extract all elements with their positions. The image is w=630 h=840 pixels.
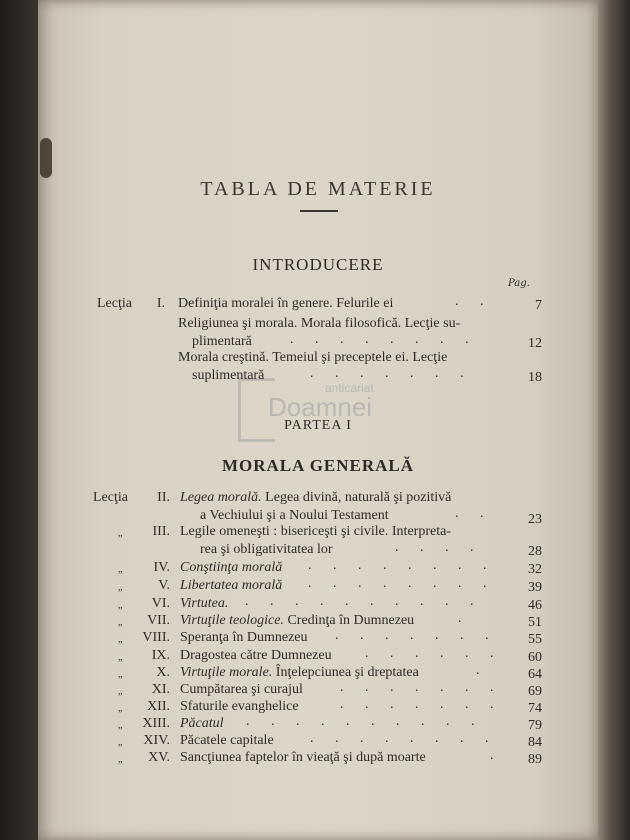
leader-dots: . . . . . . . . bbox=[290, 332, 478, 347]
ditto-mark: „ bbox=[118, 564, 123, 575]
lesson-number: IV. bbox=[153, 560, 170, 575]
lesson-number: XIII. bbox=[142, 716, 170, 731]
toc-entry-title bbox=[180, 665, 419, 681]
toc-entry-continuation: suplimentară bbox=[192, 368, 265, 383]
toc-page-number: 69 bbox=[528, 684, 542, 699]
ditto-mark: „ bbox=[118, 669, 123, 680]
ditto-mark: „ bbox=[118, 528, 123, 539]
ditto-mark: „ bbox=[118, 652, 123, 663]
lesson-number: VIII. bbox=[142, 630, 170, 645]
toc-page-number: 12 bbox=[528, 336, 542, 351]
toc-entry-continuation: plimentară bbox=[192, 334, 252, 349]
lesson-number: XII. bbox=[147, 699, 170, 714]
toc-page-number: 84 bbox=[528, 735, 542, 750]
lesson-number: I. bbox=[156, 296, 165, 311]
intro-heading: INTRODUCERE bbox=[252, 255, 384, 274]
toc-entry-title: Libertatea morală bbox=[180, 578, 283, 593]
leader-dots: . . . . . . . . bbox=[308, 576, 496, 591]
toc-page-number: 74 bbox=[528, 701, 542, 716]
page-title: TABLA DE MATERIE bbox=[200, 178, 436, 200]
title-divider bbox=[300, 210, 338, 212]
leader-dots: . bbox=[490, 748, 503, 763]
toc-entry-title: Dragostea către Dumnezeu bbox=[180, 648, 332, 663]
leader-dots: . . . . . . bbox=[365, 646, 503, 661]
book-edge bbox=[598, 0, 630, 840]
ditto-mark: „ bbox=[118, 754, 123, 765]
page-column-label: Pag. bbox=[508, 278, 530, 289]
toc-page-number: 18 bbox=[528, 370, 542, 385]
toc-entry-title: Sfaturile evanghelice bbox=[180, 699, 299, 714]
toc-page-number: 51 bbox=[528, 615, 542, 630]
lesson-number: IX. bbox=[151, 648, 170, 663]
leader-dots: . . . . . . . . bbox=[310, 731, 498, 746]
toc-entry-title: Conştiinţa morală bbox=[180, 560, 283, 575]
lectia-label: Lecţia bbox=[97, 296, 132, 311]
leader-dots: . bbox=[476, 663, 489, 678]
toc-page-number: 89 bbox=[528, 752, 542, 767]
ditto-mark: „ bbox=[118, 686, 123, 697]
part-subheading: MORALA GENERALĂ bbox=[221, 456, 415, 475]
toc-page-number: 46 bbox=[528, 598, 542, 613]
watermark-brand: Doamnei bbox=[268, 392, 373, 422]
toc-entry-title: Legile omeneşti : bisericeşti şi civile. Interpreta- bbox=[180, 524, 451, 539]
toc-entry-title: Religiunea şi morala. Morala filosofică. Lecţie su- bbox=[178, 316, 461, 331]
leader-dots: . . . . . . . . . . bbox=[246, 714, 484, 729]
toc-page-number: 79 bbox=[528, 718, 542, 733]
toc-entry-title bbox=[180, 490, 451, 506]
toc-entry-title: Morala creştină. Temeiul şi preceptele ei. Lecţie bbox=[178, 350, 448, 365]
toc-page-number: 55 bbox=[528, 632, 542, 647]
toc-page-number: 39 bbox=[528, 580, 542, 595]
leader-dots: . . bbox=[455, 294, 493, 309]
toc-entry-rest: Înţelepciunea şi dreptatea bbox=[272, 665, 419, 680]
toc-page-number: 23 bbox=[528, 512, 542, 527]
leader-dots: . . . . bbox=[395, 540, 483, 555]
leader-dots: . . . . . . . bbox=[310, 366, 473, 381]
lesson-number: VII. bbox=[147, 613, 170, 628]
toc-page-number: 32 bbox=[528, 562, 542, 577]
leader-dots: . . . . . . . bbox=[340, 697, 503, 712]
ditto-mark: „ bbox=[118, 703, 123, 714]
toc-entry-title: Definiţia moralei în genere. Felurile ei bbox=[178, 296, 394, 311]
leader-dots: . . . . . . . . . . bbox=[245, 594, 483, 609]
lesson-number: XV. bbox=[148, 750, 170, 765]
page-stain bbox=[40, 138, 52, 178]
toc-page-number: 7 bbox=[535, 298, 542, 313]
toc-page-number: 64 bbox=[528, 667, 542, 682]
leader-dots: . . . . . . . bbox=[335, 628, 498, 643]
lesson-number: VI. bbox=[151, 596, 170, 611]
lesson-number: XIV. bbox=[143, 733, 170, 748]
leader-dots: . . . . . . . . bbox=[308, 558, 496, 573]
toc-entry-title: Păcatele capitale bbox=[180, 733, 274, 748]
toc-entry-italic: Virtuţile teologice. bbox=[180, 613, 284, 628]
toc-page-number: 60 bbox=[528, 650, 542, 665]
toc-page-number: 28 bbox=[528, 544, 542, 559]
lesson-number: V. bbox=[158, 578, 170, 593]
lesson-number: III. bbox=[152, 524, 170, 539]
lesson-number: X. bbox=[156, 665, 170, 680]
ditto-mark: „ bbox=[118, 737, 123, 748]
ditto-mark: „ bbox=[118, 617, 123, 628]
ditto-mark: „ bbox=[118, 582, 123, 593]
toc-entry-italic: Virtuţile morale. bbox=[180, 665, 273, 680]
toc-entry-continuation: a Vechiului şi a Noului Testament bbox=[200, 508, 389, 523]
part-heading: PARTEA I bbox=[284, 418, 352, 433]
ditto-mark: „ bbox=[118, 720, 123, 731]
lesson-number: XI. bbox=[151, 682, 170, 697]
leader-dots: . . . . . . . bbox=[340, 680, 503, 695]
toc-entry-title: Păcatul bbox=[180, 716, 224, 731]
toc-entry-title: Cumpătarea şi curajul bbox=[180, 682, 303, 697]
ditto-mark: „ bbox=[118, 600, 123, 611]
lectia-label: Lecţia bbox=[93, 490, 128, 505]
toc-entry-title: Sancţiunea faptelor în vieaţă şi după moarte bbox=[180, 750, 426, 765]
toc-entry-continuation: rea şi obligativitatea lor bbox=[200, 542, 333, 557]
toc-entry-title: Virtutea. bbox=[180, 596, 229, 611]
book-spine-shadow bbox=[0, 0, 38, 840]
lesson-number: II. bbox=[157, 490, 170, 505]
ditto-mark: „ bbox=[118, 634, 123, 645]
leader-dots: . . bbox=[455, 506, 493, 521]
toc-entry-rest: Credinţa în Dumnezeu bbox=[283, 613, 415, 628]
leader-dots: . bbox=[458, 611, 471, 626]
toc-entry-title bbox=[180, 613, 414, 629]
toc-entry-title: Speranţa în Dumnezeu bbox=[180, 630, 308, 645]
watermark-small-text: anticariat bbox=[325, 381, 374, 395]
toc-entry-rest: Legea divină, naturală şi pozitivă bbox=[261, 490, 452, 505]
toc-entry-italic: Legea morală. bbox=[180, 490, 262, 505]
